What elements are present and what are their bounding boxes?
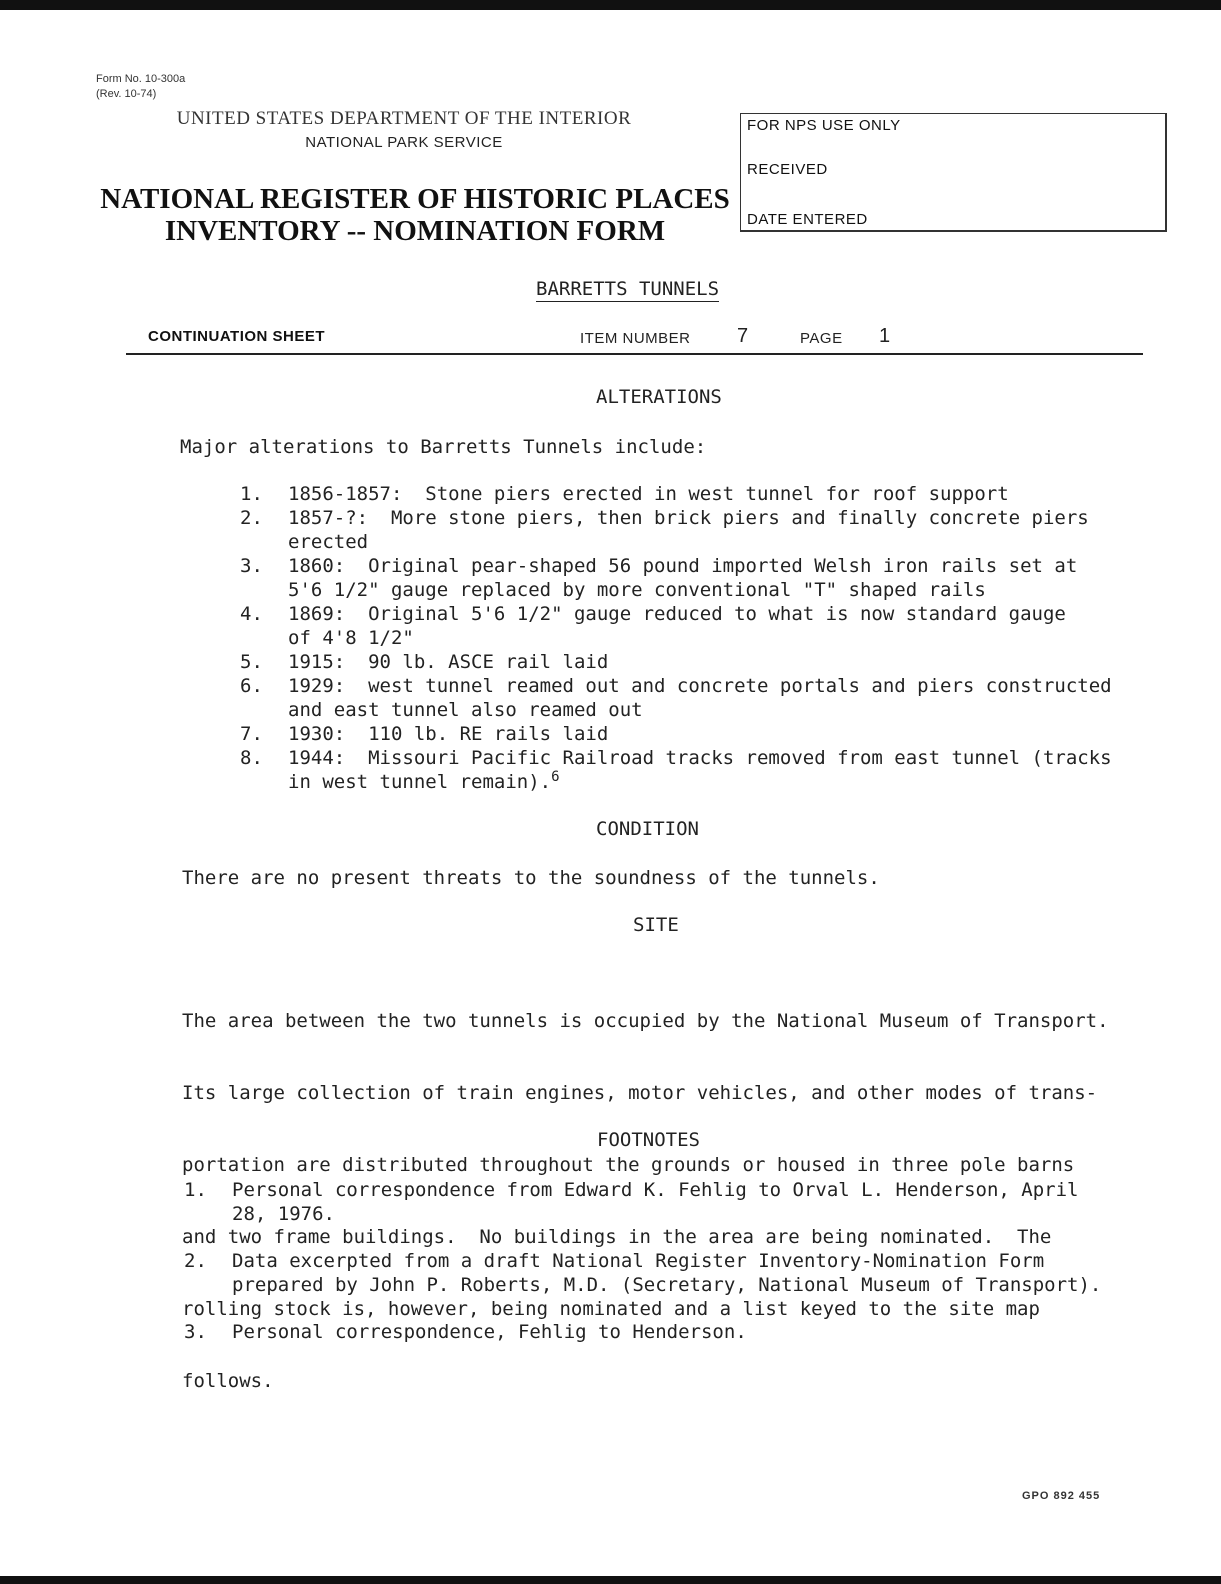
list-item: 2. 1857-?: More stone piers, then brick piers and finally concrete piers erected — [240, 507, 1089, 553]
alterations-list — [240, 482, 1112, 794]
list-item: 4. 1869: Original 5'6 1/2" gauge reduced to what is now standard gauge of 4'8 1/2" — [240, 603, 1066, 649]
form-title: NATIONAL REGISTER OF HISTORIC PLACES INVENTORY -- NOMINATION FORM — [100, 183, 730, 247]
list-item: 7. 1930: 110 lb. RE rails laid — [240, 723, 609, 745]
list-item: 3. 1860: Original pear-shaped 56 pound imported Welsh iron rails set at 5'6 1/2" gauge replaced by more conventional "T" shaped rails — [240, 555, 1078, 601]
site-paragraph: The area between the two tunnels is occupied by the National Museum of Transport. Its large collection of train engines, motor vehicles, and other modes of trans- portation are distributed throughout the grounds or housed in three pole barns and two frame buildings. No buildings in the area are being nominated. The rolling stock is, however, being nominated and a list keyed to the site map follows. — [182, 1010, 1109, 1392]
item-number-value: 7 — [737, 325, 749, 347]
agency-name: NATIONAL PARK SERVICE — [305, 134, 503, 151]
footnote-ref: 6 — [551, 769, 560, 785]
list-item: 1. 1856-1857: Stone piers erected in west tunnel for roof support — [240, 483, 1009, 505]
list-item: 5. 1915: 90 lb. ASCE rail laid — [240, 651, 609, 673]
page-number-value: 1 — [879, 325, 891, 347]
site-heading: SITE — [633, 914, 679, 936]
nps-use-box — [740, 113, 1167, 232]
property-name: BARRETTS TUNNELS — [536, 278, 720, 300]
condition-text: There are no present threats to the soundness of the tunnels. — [182, 867, 880, 889]
received-label: RECEIVED — [747, 161, 828, 178]
continuation-sheet-label: CONTINUATION SHEET — [148, 328, 326, 345]
nps-use-label: FOR NPS USE ONLY — [747, 117, 901, 134]
scan-bottom-border — [0, 1576, 1221, 1584]
form-number: Form No. 10-300a (Rev. 10-74) — [96, 73, 186, 100]
scan-top-border — [0, 0, 1221, 10]
alterations-heading: ALTERATIONS — [596, 386, 722, 408]
condition-heading: CONDITION — [596, 818, 699, 840]
footnote-item: 2. Data excerpted from a draft National Register Inventory-Nomination Form prepared by John P. Roberts, M.D. (Secretary, National Museum of Transport). — [184, 1250, 1102, 1296]
footnote-item: 1. Personal correspondence from Edward K. Fehlig to Orval L. Henderson, April 28, 1976. — [184, 1179, 1079, 1225]
page-label: PAGE — [800, 330, 843, 347]
department-name: UNITED STATES DEPARTMENT OF THE INTERIOR — [176, 108, 632, 129]
footnote-item: 3. Personal correspondence, Fehlig to Henderson. — [184, 1321, 747, 1343]
list-item: 8. 1944: Missouri Pacific Railroad tracks removed from east tunnel (tracks in west tunnel remain).$^6$ — [240, 747, 1112, 793]
alterations-intro: Major alterations to Barretts Tunnels include: — [180, 436, 707, 458]
item-number-label: ITEM NUMBER — [580, 330, 691, 347]
footnotes-heading: FOOTNOTES — [597, 1129, 700, 1151]
print-code: GPO 892 455 — [1022, 1490, 1101, 1502]
header-divider — [126, 353, 1143, 355]
date-entered-label: DATE ENTERED — [747, 211, 868, 228]
list-item: 6. 1929: west tunnel reamed out and concrete portals and piers constructed and east tunnel also reamed out — [240, 675, 1112, 721]
